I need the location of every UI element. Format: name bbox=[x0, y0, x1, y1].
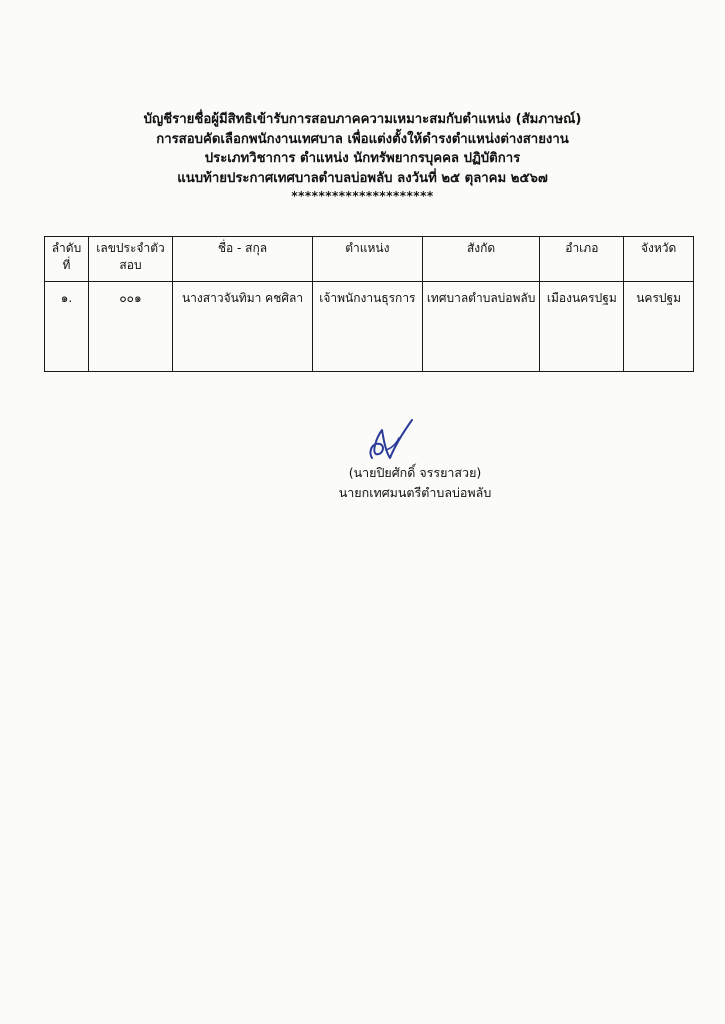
header-affiliation: สังกัด bbox=[422, 237, 540, 282]
header-order: ลำดับที่ bbox=[45, 237, 89, 282]
title-line-3: ประเภทวิชาการ ตำแหน่ง นักทรัพยากรบุคคล ปฏิบัติการ bbox=[204, 151, 521, 166]
candidate-table bbox=[44, 236, 694, 372]
cell-name: นางสาวจันทิมา คชศิลา bbox=[173, 282, 313, 372]
signer-name: (นายปิยศักดิ์ จรรยาสวย) bbox=[348, 465, 482, 480]
cell-order: ๑. bbox=[45, 282, 89, 372]
header-name: ชื่อ - สกุล bbox=[173, 237, 313, 282]
title-line-4: แนบท้ายประกาศเทศบาลตำบลบ่อพลับ ลงวันที่ ๒๕ ตุลาคม ๒๕๖๗ bbox=[177, 170, 548, 186]
header-district: อำเภอ bbox=[540, 237, 624, 282]
title-line-1: บัญชีรายชื่อผู้มีสิทธิเข้ารับการสอบภาคความเหมาะสมกับตำแหน่ง (สัมภาษณ์) bbox=[143, 112, 582, 127]
cell-district: เมืองนครปฐม bbox=[540, 282, 624, 372]
title-line-2: การสอบคัดเลือกพนักงานเทศบาล เพื่อแต่งตั้งให้ดำรงตำแหน่งต่างสายงาน bbox=[156, 131, 569, 147]
table-header-row bbox=[45, 237, 694, 282]
header-exam-id: เลขประจำตัวสอบ bbox=[88, 237, 172, 282]
header-position: ตำแหน่ง bbox=[312, 237, 422, 282]
cell-affiliation: เทศบาลตำบลบ่อพลับ bbox=[422, 282, 540, 372]
handwritten-signature bbox=[366, 418, 418, 468]
heading-separator: ********************* bbox=[291, 189, 434, 203]
cell-position: เจ้าพนักงานธุรการ bbox=[312, 282, 422, 372]
cell-province: นครปฐม bbox=[624, 282, 694, 372]
table-row bbox=[45, 282, 694, 372]
cell-exam-id: ๐๐๑ bbox=[88, 282, 172, 372]
signer-title: นายกเทศมนตรีตำบลบ่อพลับ bbox=[338, 485, 492, 500]
header-province: จังหวัด bbox=[624, 237, 694, 282]
document-heading bbox=[0, 110, 725, 205]
